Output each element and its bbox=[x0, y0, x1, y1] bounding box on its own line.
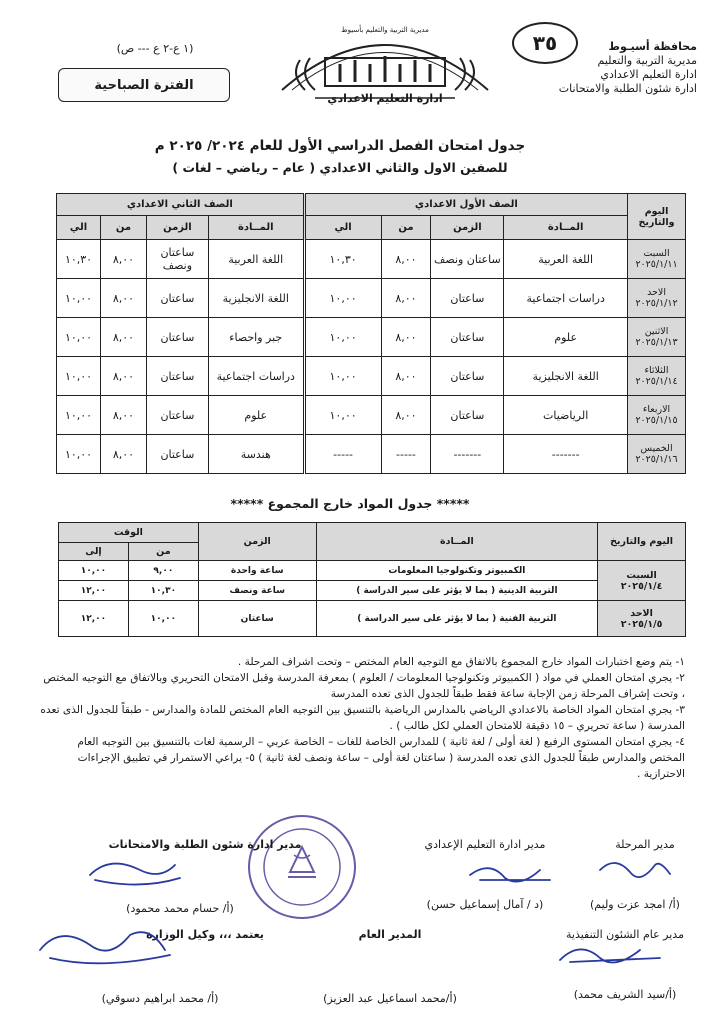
g1-to: ----- bbox=[304, 435, 381, 474]
outside-time-header: الوقت bbox=[59, 523, 199, 543]
outside-subject: التربية الدينية ( بما لا يؤثر على سير الدراسة ) bbox=[316, 581, 597, 601]
g1-from: ٨,٠٠ bbox=[381, 240, 431, 279]
form-code: (١ ع-٢ ع --- ص) bbox=[116, 42, 194, 55]
g2-subject: هندسة bbox=[208, 435, 304, 474]
exams-department: ادارة شئون الطلبة والامتحانات bbox=[558, 82, 697, 95]
notes bbox=[40, 654, 685, 782]
day-name: السبت bbox=[643, 248, 670, 259]
sig-prep-director-title: مدير ادارة التعليم الإعدادي bbox=[424, 838, 546, 851]
day-date: ٢٠٢٥/١/١٥ bbox=[635, 415, 678, 426]
day-date: ٢٠٢٥/١/١٦ bbox=[635, 454, 678, 465]
day-date: ٢٠٢٥/١/٤ bbox=[620, 580, 663, 592]
outside-day-cell bbox=[598, 601, 686, 637]
day-name: السبت bbox=[626, 569, 657, 581]
g2-from: ٨,٠٠ bbox=[101, 435, 147, 474]
g1-duration: ------- bbox=[431, 435, 504, 474]
g2-from: ٨,٠٠ bbox=[101, 318, 147, 357]
g2-to: ١٠,٣٠ bbox=[57, 240, 101, 279]
day-date: ٢٠٢٥/١/١٤ bbox=[635, 376, 678, 387]
note-1: ١- يتم وضع اختبارات المواد خارج المجموع بالاتفاق مع التوجيه العام المختص – وتحت اشراف المرحلة . bbox=[237, 656, 685, 668]
day-cell bbox=[628, 435, 686, 474]
outside-duration: ساعة ونصف bbox=[198, 581, 316, 601]
outside-to: ١٠,٠٠ bbox=[59, 561, 129, 581]
outside-day-cell bbox=[598, 561, 686, 601]
day-name: الخميس bbox=[640, 443, 673, 454]
sig-undersecretary-name: (أ/ محمد ابراهيم دسوقي) bbox=[101, 992, 219, 1005]
sig-exams-director-name: (أ/ حسام محمد محمود) bbox=[126, 902, 234, 915]
grade2-header: الصف الثاني الاعدادي bbox=[57, 194, 305, 216]
sig-stage-manager-name: (أ/ امجد عزت وليم) bbox=[590, 898, 680, 911]
governorate: محافظة أسيـوط bbox=[608, 40, 697, 53]
outside-to: ١٢,٠٠ bbox=[59, 581, 129, 601]
g1-to: ١٠,٣٠ bbox=[304, 240, 381, 279]
handwritten-signatures-icon bbox=[0, 830, 719, 1000]
g1-from: ٨,٠٠ bbox=[381, 396, 431, 435]
day-cell bbox=[628, 318, 686, 357]
sig-prep-director-name: (د / آمال إسماعيل حسن) bbox=[426, 898, 544, 911]
table-row bbox=[57, 435, 686, 474]
day-name: الاثنين bbox=[644, 326, 669, 337]
table-row bbox=[59, 601, 686, 637]
g2-duration: ساعتان ونصف bbox=[146, 240, 208, 279]
g1-from: ٨,٠٠ bbox=[381, 357, 431, 396]
directorate: مديرية التربية والتعليم bbox=[597, 54, 697, 67]
g2-to: ١٠,٠٠ bbox=[57, 318, 101, 357]
outside-subjects-table bbox=[58, 522, 686, 637]
outside-from: ٩,٠٠ bbox=[128, 561, 198, 581]
g2-subject: علوم bbox=[208, 396, 304, 435]
outside-from: ١٠,٣٠ bbox=[128, 581, 198, 601]
page-number-circle bbox=[512, 22, 578, 64]
outside-duration-header: الزمن bbox=[198, 523, 316, 561]
exam-title: جدول امتحان الفصل الدراسي الأول للعام ٢٠٢٤/ ٢٠٢٥ م bbox=[154, 138, 526, 154]
g2-subject: اللغة العربية bbox=[208, 240, 304, 279]
g1-subject: علوم bbox=[504, 318, 628, 357]
day-cell bbox=[628, 396, 686, 435]
g2-subject: اللغة الانجليزية bbox=[208, 279, 304, 318]
g1-duration: ساعتان bbox=[431, 357, 504, 396]
g1-to: ١٠,٠٠ bbox=[304, 318, 381, 357]
g1-from: ----- bbox=[381, 435, 431, 474]
g1-duration: ساعتان bbox=[431, 279, 504, 318]
g1-subject: ------- bbox=[504, 435, 628, 474]
outside-from: ١٠,٠٠ bbox=[128, 601, 198, 637]
day-name: الاحد bbox=[647, 287, 666, 298]
outside-to-header: إلى bbox=[59, 543, 129, 561]
note-2: ٢- يجري امتحان العملي في مواد ( الكمبيوتر وتكنولوجيا المعلومات / العلوم ) بمعرفة المدرسة وقبل الامتحان التحريري وبالاتفاق مع التوجيه المختص ، وتحت إشراف المرحلة زمن الإجابة ساعة فقط طبقاً للجدول الذى تعده المدرسة bbox=[43, 672, 685, 700]
table-row bbox=[59, 561, 686, 581]
day-date: ٢٠٢٥/١/١٣ bbox=[635, 337, 678, 348]
g1-subject: الرياضيات bbox=[504, 396, 628, 435]
day-name: الثلاثاء bbox=[644, 365, 669, 376]
g2-duration: ساعتان bbox=[146, 435, 208, 474]
table-row bbox=[57, 396, 686, 435]
outside-duration: ساعة واحدة bbox=[198, 561, 316, 581]
outside-to: ١٢,٠٠ bbox=[59, 601, 129, 637]
note-3: ٣- يجري امتحان المواد الخاصة بالاعدادي الرياضي بالمدارس الرياضية بالتنسيق بين التوجيه العام المختص للمادة والمدارس - طبقاً للجدول الذى تعده المدرسة ( ساعة تحريري – ١٥ دقيقة للامتحان العملي لكل طالب ) . bbox=[40, 704, 685, 732]
sig-exams-director-title: مدير ادارة شئون الطلبة والامتحانات bbox=[108, 838, 302, 851]
g1-subject: دراسات اجتماعية bbox=[504, 279, 628, 318]
outside-from-header: من bbox=[128, 543, 198, 561]
g2-to-header: الي bbox=[57, 216, 101, 240]
table-row bbox=[57, 357, 686, 396]
g1-duration: ساعتان ونصف bbox=[431, 240, 504, 279]
g2-subject: دراسات اجتماعية bbox=[208, 357, 304, 396]
g1-to: ١٠,٠٠ bbox=[304, 279, 381, 318]
day-cell bbox=[628, 240, 686, 279]
main-exam-table bbox=[56, 193, 686, 474]
table-row bbox=[59, 581, 686, 601]
day-name: الاحد bbox=[630, 607, 653, 619]
g2-subject: جبر واحصاء bbox=[208, 318, 304, 357]
outside-subject: الكمبيوتر وتكنولوجيا المعلومات bbox=[316, 561, 597, 581]
table-row bbox=[57, 279, 686, 318]
g1-duration: ساعتان bbox=[431, 396, 504, 435]
g2-to: ١٠,٠٠ bbox=[57, 279, 101, 318]
g2-duration: ساعتان bbox=[146, 357, 208, 396]
g2-subject-header: المــادة bbox=[208, 216, 304, 240]
sig-general-director-name: (أ/محمد اسماعيل عبد العزيز) bbox=[323, 992, 457, 1005]
day-cell bbox=[628, 279, 686, 318]
g1-from: ٨,٠٠ bbox=[381, 279, 431, 318]
exam-subtitle: للصفين الاول والثاني الاعدادي ( عام – رياضي – لغات ) bbox=[172, 160, 508, 175]
g2-from: ٨,٠٠ bbox=[101, 279, 147, 318]
note-4: ٤- يجري امتحان المستوى الرفيع ( لغة أولى / لغة ثانية ) للمدارس الخاصة للغات – الخاصة عربي – الرسمية لغات بالتنسيق بين التوجيه العام المختص والمدارس طبقاً للجدول الذى تعده المدرسة ( ساعتان لغة أولى – ساعة ونصف لغة ثانية ) ٥- يراعي الاستمرار في تطبيق الإجراءات الاحترازية . bbox=[77, 736, 685, 780]
g2-duration: ساعتان bbox=[146, 396, 208, 435]
g1-from-header: من bbox=[381, 216, 431, 240]
g2-to: ١٠,٠٠ bbox=[57, 357, 101, 396]
g2-duration-header: الزمن bbox=[146, 216, 208, 240]
page-number: ٣٥ bbox=[532, 31, 558, 55]
administration: ادارة التعليم الاعدادي bbox=[600, 68, 697, 81]
logo-arc-text: مديرية التربية والتعليم بأسيوط bbox=[341, 26, 429, 34]
g1-to-header: الي bbox=[304, 216, 381, 240]
g1-subject: اللغة الانجليزية bbox=[504, 357, 628, 396]
sig-stage-manager-title: مدير المرحلة bbox=[615, 838, 675, 851]
day-name: الاربعاء bbox=[642, 404, 671, 415]
g2-from: ٨,٠٠ bbox=[101, 396, 147, 435]
outside-subject: التربية الفنية ( بما لا يؤثر على سير الدراسة ) bbox=[316, 601, 597, 637]
outside-subject-header: المــادة bbox=[316, 523, 597, 561]
g1-duration-header: الزمن bbox=[431, 216, 504, 240]
g1-to: ١٠,٠٠ bbox=[304, 357, 381, 396]
day-date: ٢٠٢٥/١/١١ bbox=[635, 259, 678, 270]
g1-from: ٨,٠٠ bbox=[381, 318, 431, 357]
table-row bbox=[57, 318, 686, 357]
day-date: ٢٠٢٥/١/٥ bbox=[620, 618, 663, 630]
sig-exec-affairs-title: مدير عام الشئون التنفيذية bbox=[566, 928, 684, 941]
g2-to: ١٠,٠٠ bbox=[57, 396, 101, 435]
logo bbox=[270, 20, 500, 110]
g1-subject-header: المــادة bbox=[504, 216, 628, 240]
grade1-header: الصف الأول الاعدادي bbox=[304, 194, 627, 216]
outside-day-header: اليوم والتاريخ bbox=[598, 523, 686, 561]
day-date: ٢٠٢٥/١/١٢ bbox=[635, 298, 678, 309]
g2-duration: ساعتان bbox=[146, 279, 208, 318]
day-cell bbox=[628, 357, 686, 396]
outside-subjects-heading: ***** جدول المواد خارج المجموع ***** bbox=[230, 496, 470, 511]
g2-from-header: من bbox=[101, 216, 147, 240]
g1-subject: اللغة العربية bbox=[504, 240, 628, 279]
g2-from: ٨,٠٠ bbox=[101, 240, 147, 279]
day-date-header: اليوم والتاريخ bbox=[628, 194, 686, 240]
period-label: الفترة الصباحية bbox=[94, 77, 194, 93]
sig-undersecretary-title: يعتمد ،،، وكيل الوزارة bbox=[146, 928, 264, 941]
g1-to: ١٠,٠٠ bbox=[304, 396, 381, 435]
logo-text: ادارة التعليم الاعدادي bbox=[327, 92, 443, 105]
sig-exec-affairs-name: (أ/سيد الشريف محمد) bbox=[573, 988, 677, 1001]
g2-duration: ساعتان bbox=[146, 318, 208, 357]
g2-from: ٨,٠٠ bbox=[101, 357, 147, 396]
table-row bbox=[57, 240, 686, 279]
sig-general-director-title: المدير العام bbox=[358, 928, 422, 941]
period-box bbox=[58, 68, 230, 102]
outside-duration: ساعتان bbox=[198, 601, 316, 637]
g2-to: ١٠,٠٠ bbox=[57, 435, 101, 474]
g1-duration: ساعتان bbox=[431, 318, 504, 357]
